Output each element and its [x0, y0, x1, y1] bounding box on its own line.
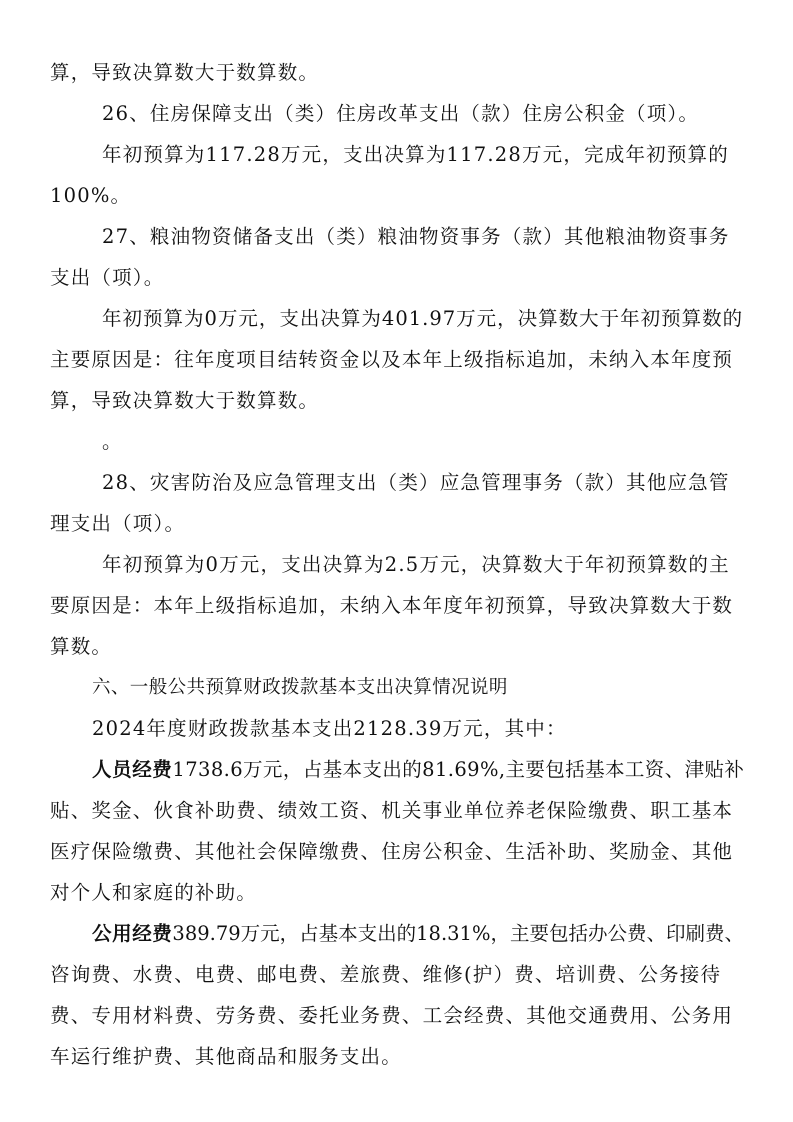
text-line-15: 算数。 [50, 635, 113, 658]
text-line-9: 算，导致决算数大于数算数。 [50, 389, 320, 412]
text-line-23: 咨询费、水费、电费、邮电费、差旅费、维修(护）费、培训费、公务接待 [50, 963, 722, 986]
public-label: 公用经费 [92, 922, 173, 945]
text-line-25: 车运行维护费、其他商品和服务支出。 [50, 1045, 402, 1068]
text-line-8: 主要原因是：往年度项目结转资金以及本年上级指标追加，未纳入本年度预 [50, 348, 734, 371]
section-heading: 六、一般公共预算财政拨款基本支出决算情况说明 [92, 677, 508, 698]
text-line-13: 年初预算为0万元，支出决算为2.5万元，决算数大于年初预算数的主 [102, 553, 730, 576]
text-line-14: 要原因是：本年上级指标追加，未纳入本年度年初预算，导致决算数大于数 [50, 594, 734, 617]
text-line-3: 年初预算为117.28万元，支出决算为117.28万元，完成年初预算的 [102, 143, 729, 166]
text-line-24: 费、专用材料费、劳务费、委托业务费、工会经费、其他交通费用、公务用 [50, 1004, 734, 1027]
public-text: 389.79万元，占基本支出的18.31%，主要包括办公费、印刷费、 [172, 922, 744, 945]
text-line-19: 贴、奖金、伙食补助费、绩效工资、机关事业单位养老保险缴费、职工基本 [50, 799, 734, 822]
text-line-20: 医疗保险缴费、其他社会保障缴费、住房公积金、生活补助、奖励金、其他 [50, 840, 734, 863]
text-line-6: 支出（项）。 [50, 266, 165, 289]
text-line-10: 。 [102, 430, 123, 453]
text-line-2: 26、住房保障支出（类）住房改革支出（款）住房公积金（项）。 [102, 102, 700, 125]
text-line-21: 对个人和家庭的补助。 [50, 881, 258, 904]
text-line-4: 100%。 [50, 184, 132, 207]
text-line-17: 2024年度财政拨款基本支出2128.39万元，其中： [92, 717, 567, 740]
personnel-label: 人员经费 [92, 758, 173, 781]
text-line-11: 28、灾害防治及应急管理支出（类）应急管理事务（款）其他应急管 [102, 471, 730, 494]
personnel-line [92, 757, 744, 783]
public-line [92, 921, 744, 947]
personnel-text: 1738.6万元，占基本支出的81.69%,主要包括基本工资、津贴补 [172, 758, 745, 781]
text-line-7: 年初预算为0万元，支出决算为401.97万元，决算数大于年初预算数的 [102, 307, 744, 330]
text-line-1: 算，导致决算数大于数算数。 [50, 61, 320, 84]
text-line-12: 理支出（项）。 [50, 512, 186, 535]
text-line-5: 27、粮油物资储备支出（类）粮油物资事务（款）其他粮油物资事务 [102, 225, 730, 248]
